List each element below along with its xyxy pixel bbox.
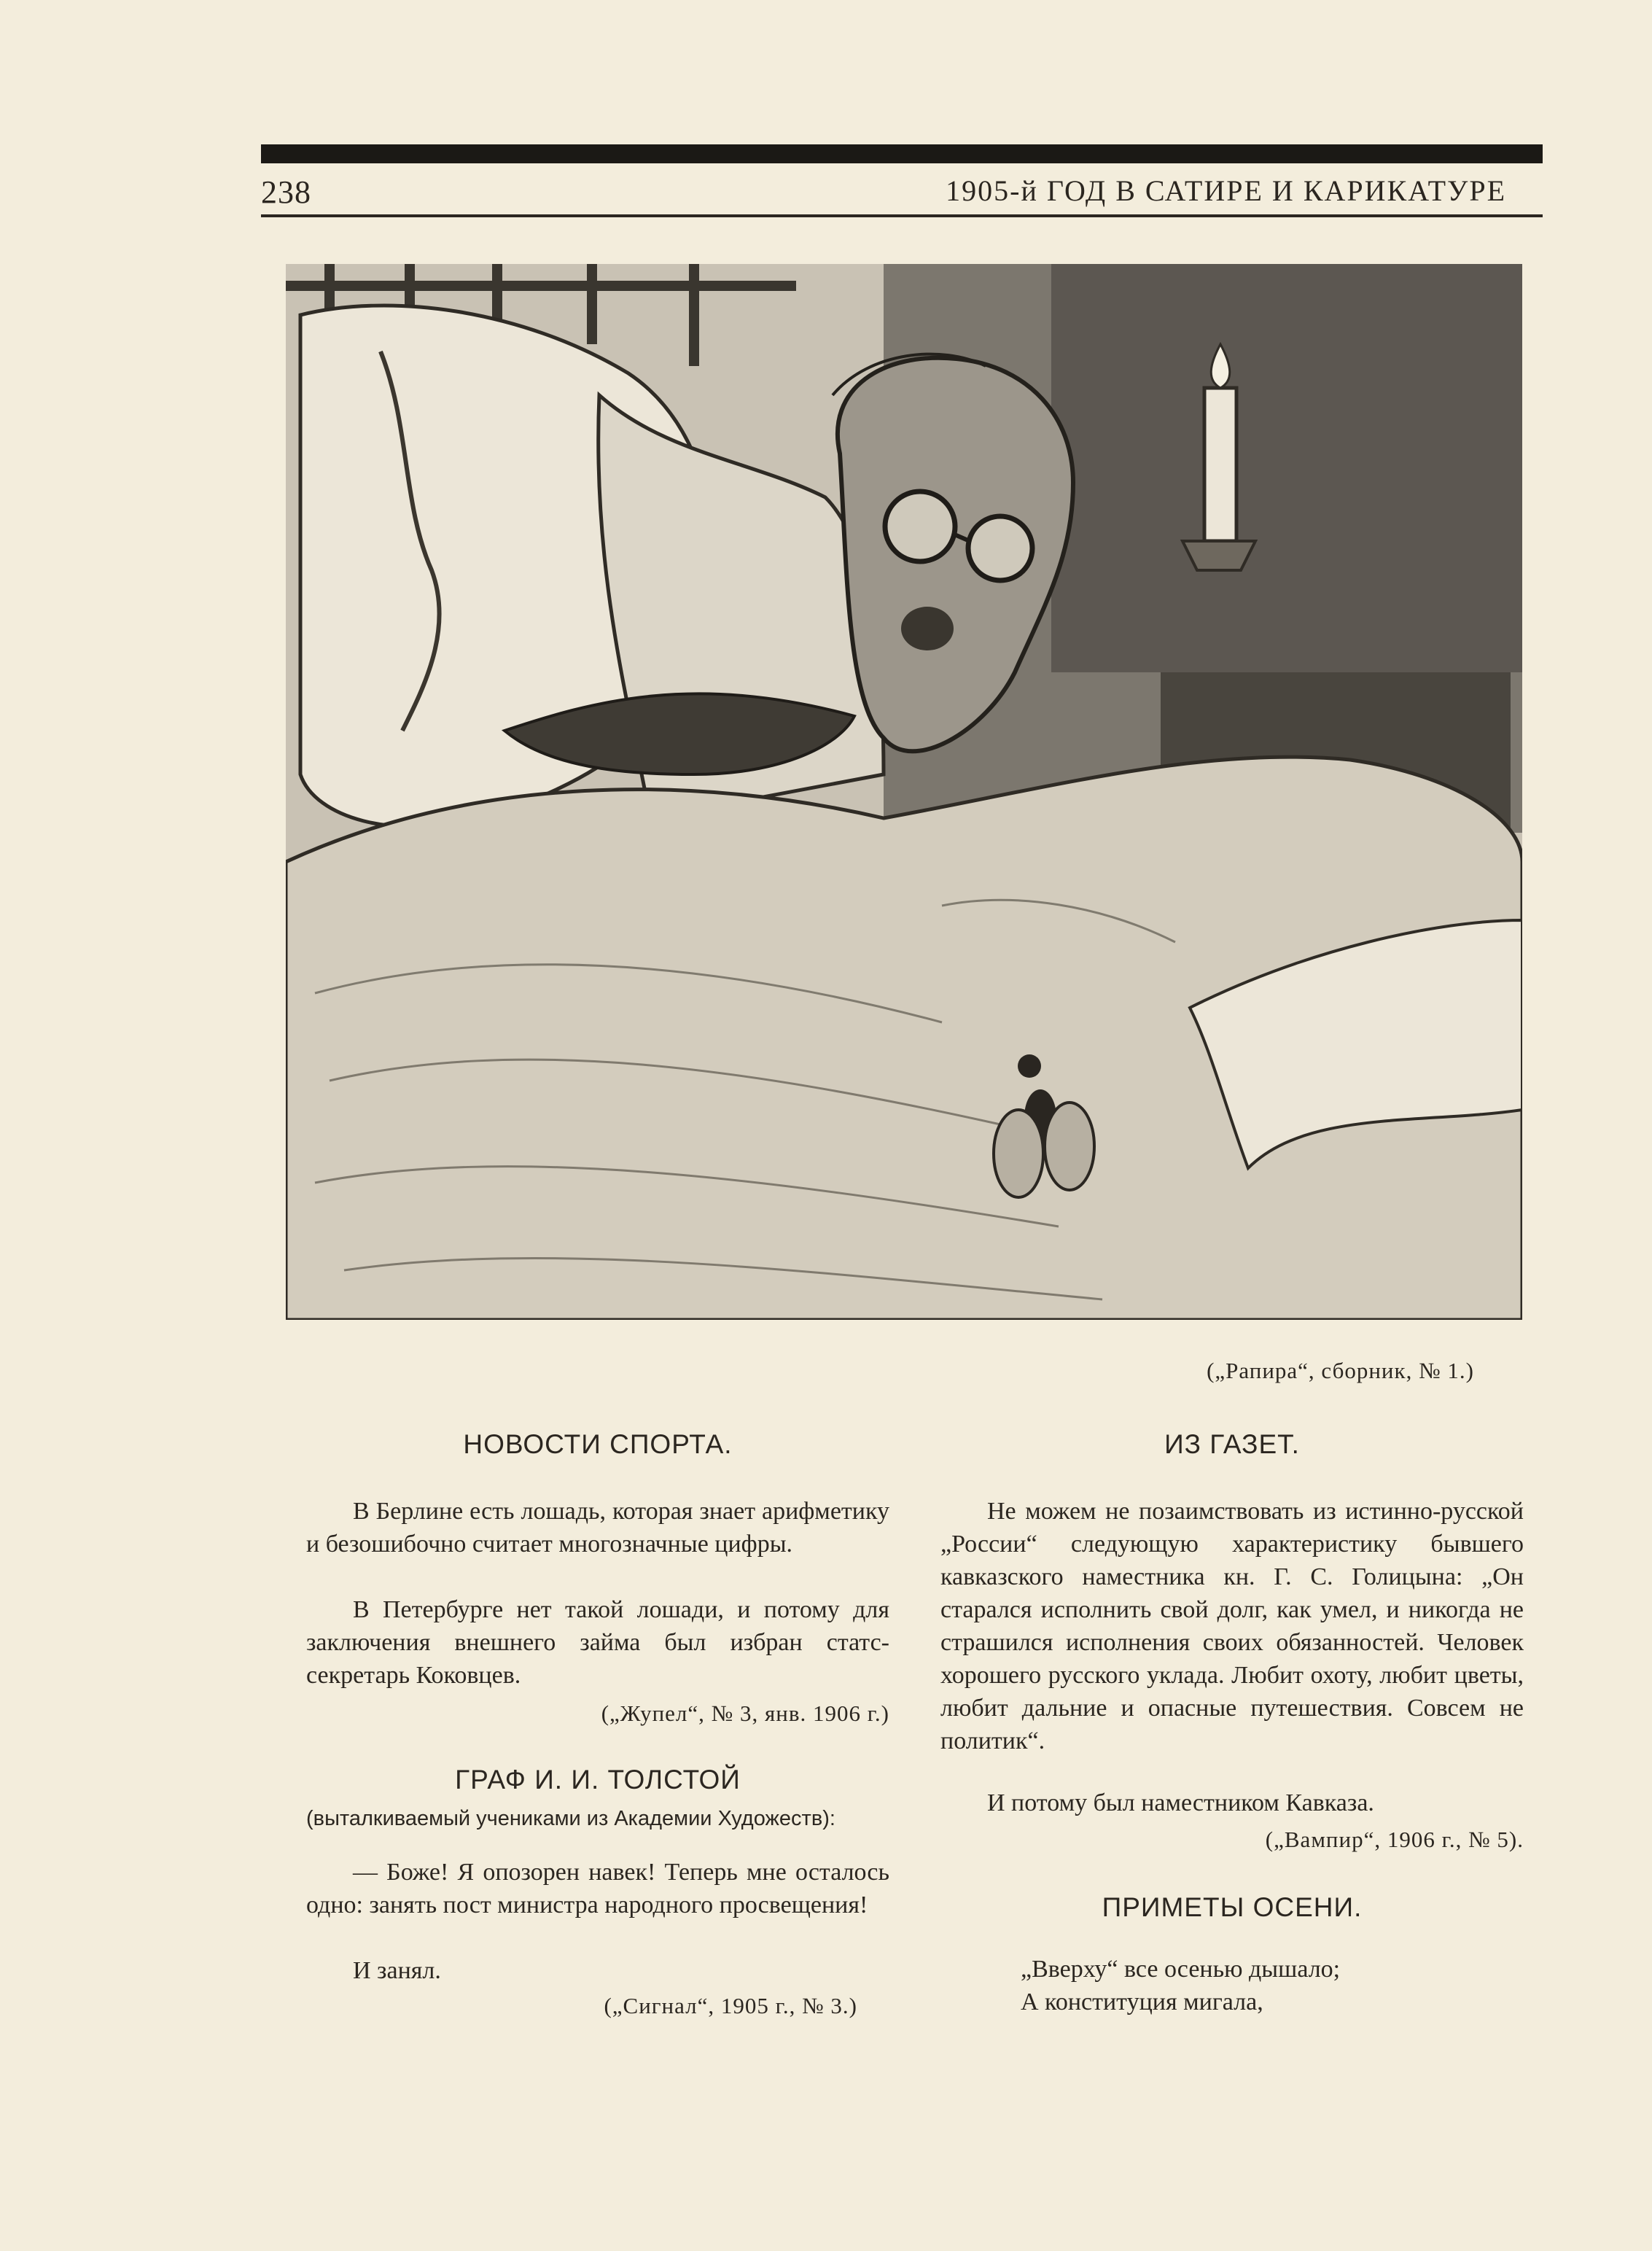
section-title-tolstoy: ГРАФ И. И. ТОЛСТОЙ — [455, 1765, 741, 1795]
header-rule — [261, 214, 1543, 217]
section-title-gazety: ИЗ ГАЗЕТ. — [1164, 1429, 1300, 1459]
gazety-paragraph-1: Не можем не позаимствовать из истинно-русской „России“ следующую характеристику бывшего кавказского наместника кн. Г. С. Голицына: „Он старался исполнить свой долг, как умел, и никогда не страшился исполнения своих обязанностей. Человек хорошего русского уклада. Любит охоту, любит цветы, любит дальние и опасные путешествия. Совсем не политик“. — [940, 1498, 1524, 1754]
running-head — [261, 174, 1543, 214]
tolstoy-paragraph-1: — Боже! Я опозорен навек! Теперь мне осталось одно: занять пост министра народного просвещения! — [306, 1859, 889, 1918]
sport-source: („Жупел“, № 3, янв. 1906 г.) — [601, 1700, 889, 1726]
page-number: 238 — [261, 174, 311, 210]
section-title-osen: ПРИМЕТЫ ОСЕНИ. — [1102, 1892, 1363, 1922]
gazety-paragraph-2: И потому был наместником Кавказа. — [987, 1789, 1374, 1816]
running-title: 1905-й ГОД В САТИРЕ И КАРИКАТУРЕ — [946, 174, 1506, 207]
tolstoy-source: („Сигнал“, 1905 г., № 3.) — [604, 1993, 857, 2018]
sport-paragraph-2: В Петербурге нет такой лошади, и потому для заключения внешнего займа был избран статс-секретарь Коковцев. — [306, 1596, 889, 1689]
right-column — [940, 1429, 1524, 2027]
illustration-caption: („Рапира“, сборник, № 1.) — [1207, 1358, 1474, 1383]
osen-verse-line-1: „Вверху“ все осенью дышало; — [1021, 1956, 1341, 1983]
caricature-illustration — [286, 264, 1522, 1320]
top-rule — [261, 144, 1543, 163]
sport-paragraph-1: В Берлине есть лошадь, которая знает арифметику и безошибочно считает многозначные цифры. — [306, 1498, 889, 1558]
osen-verse-line-2: А конституция мигала, — [1021, 1988, 1263, 2015]
section-title-sport: НОВОСТИ СПОРТА. — [463, 1429, 733, 1459]
gazety-source: („Вампир“, 1906 г., № 5). — [1265, 1827, 1524, 1852]
tolstoy-subtitle: (выталкиваемый учениками из Академии Художеств): — [306, 1807, 835, 1830]
caricature-drawing — [286, 264, 1522, 1320]
tolstoy-paragraph-2: И занял. — [353, 1957, 441, 1984]
left-column — [306, 1429, 889, 1998]
